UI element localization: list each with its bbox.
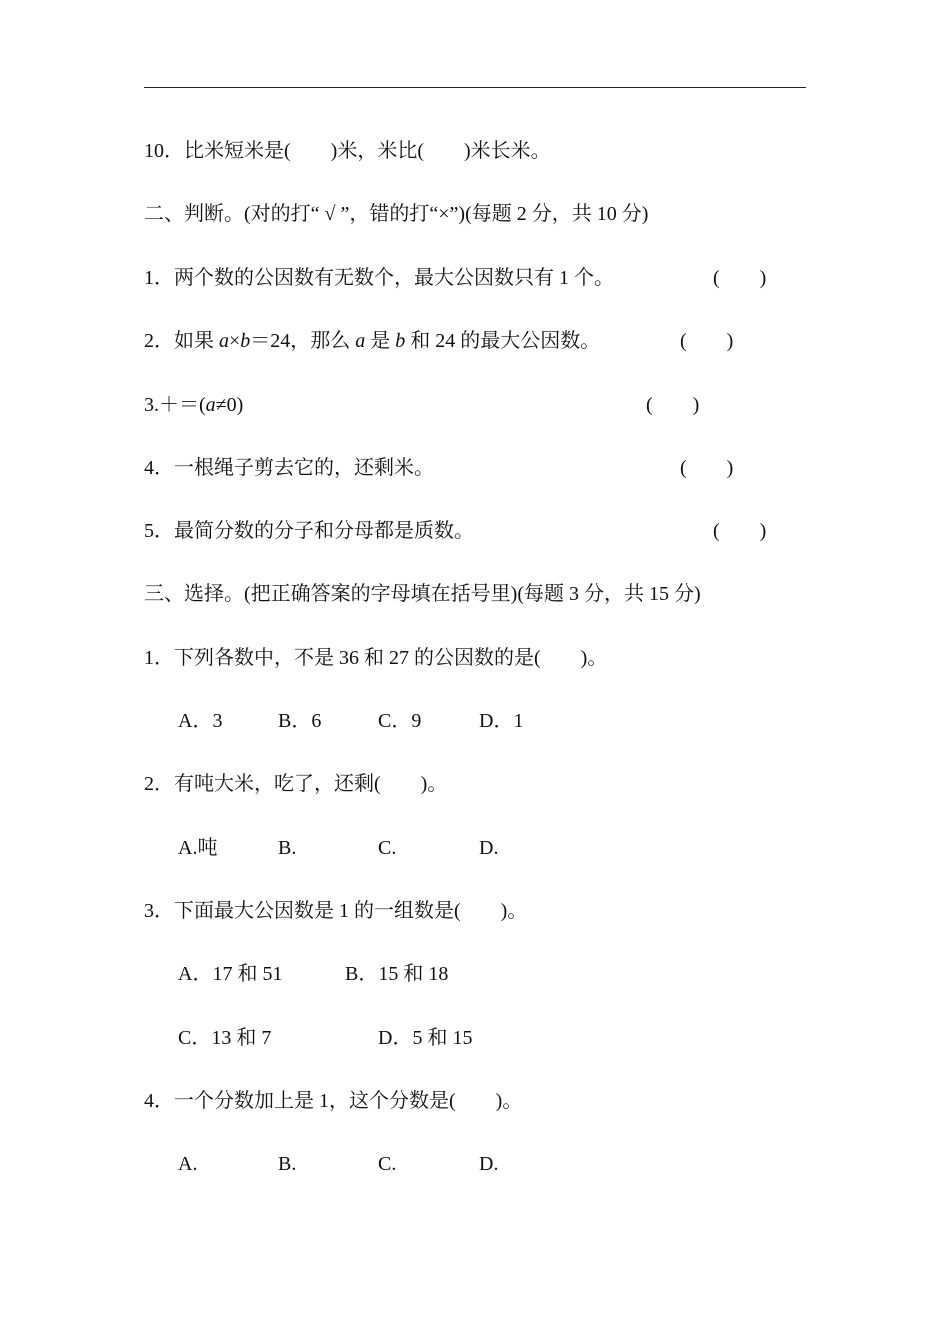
judge-item-2-post: ＝24，那么 <box>250 330 356 352</box>
choice-q2-option-d: D. <box>479 837 499 859</box>
judge-item-4: 4．一根绳子剪去它的，还剩米。 <box>144 457 434 479</box>
choice-q3-option-c: C．13 和 7 <box>178 1027 272 1049</box>
judge-item-2-pre: 2．如果 <box>144 330 219 352</box>
choice-q3: 3．下面最大公因数是 1 的一组数是( )。 <box>144 900 528 922</box>
var-a: a <box>219 330 229 352</box>
var-a-3: a <box>205 394 216 416</box>
judge-item-2-is: 是 <box>365 330 396 352</box>
judge-item-5: 5．最简分数的分子和分母都是质数。 <box>144 520 474 542</box>
choice-q4-option-a: A. <box>178 1153 198 1175</box>
judge-item-2 <box>144 329 600 353</box>
var-a-2: a <box>355 330 366 352</box>
choice-q3-option-b: B．15 和 18 <box>345 963 449 985</box>
choice-q1-option-b: B．6 <box>278 710 322 732</box>
choice-q3-option-a: A．17 和 51 <box>178 963 283 985</box>
judge-item-1: 1．两个数的公因数有无数个，最大公因数只有 1 个。 <box>144 267 614 289</box>
choice-q4: 4．一个分数加上是 1，这个分数是( )。 <box>144 1090 523 1112</box>
judge-item-3 <box>144 393 243 417</box>
header-rule <box>144 87 806 88</box>
choice-q4-option-c: C. <box>378 1153 397 1175</box>
judge-item-2-tail: 和 24 的最大公因数。 <box>405 330 601 352</box>
choice-q1: 1．下列各数中，不是 36 和 27 的公因数的是( )。 <box>144 647 608 669</box>
times-sign: × <box>229 330 241 352</box>
choice-q2-option-a: A.吨 <box>178 837 218 859</box>
judge-item-3-post: ≠0) <box>215 394 244 416</box>
var-b: b <box>240 330 251 352</box>
judge-item-4-answer-paren: ( ) <box>680 457 734 479</box>
choice-q4-option-b: B. <box>278 1153 297 1175</box>
var-b-2: b <box>395 330 406 352</box>
choice-q1-option-c: C．9 <box>378 710 422 732</box>
section-3-heading: 三、选择。(把正确答案的字母填在括号里)(每题 3 分，共 15 分) <box>144 583 701 605</box>
choice-q1-option-d: D．1 <box>479 710 524 732</box>
choice-q3-option-d: D．5 和 15 <box>378 1027 473 1049</box>
choice-q2-option-c: C. <box>378 837 397 859</box>
judge-item-1-answer-paren: ( ) <box>713 267 767 289</box>
choice-q4-option-d: D. <box>479 1153 499 1175</box>
judge-item-3-pre: 3.＋＝( <box>144 394 206 416</box>
judge-item-3-answer-paren: ( ) <box>646 394 700 416</box>
judge-item-2-answer-paren: ( ) <box>680 330 734 352</box>
question-10: 10．比米短米是( )米，米比( )米长米。 <box>144 140 551 162</box>
choice-q2-option-b: B. <box>278 837 297 859</box>
choice-q2: 2．有吨大米，吃了，还剩( )。 <box>144 773 448 795</box>
section-2-heading: 二、判断。(对的打“ √ ”，错的打“×”)(每题 2 分，共 10 分) <box>144 203 649 225</box>
choice-q1-option-a: A．3 <box>178 710 223 732</box>
judge-item-5-answer-paren: ( ) <box>713 520 767 542</box>
